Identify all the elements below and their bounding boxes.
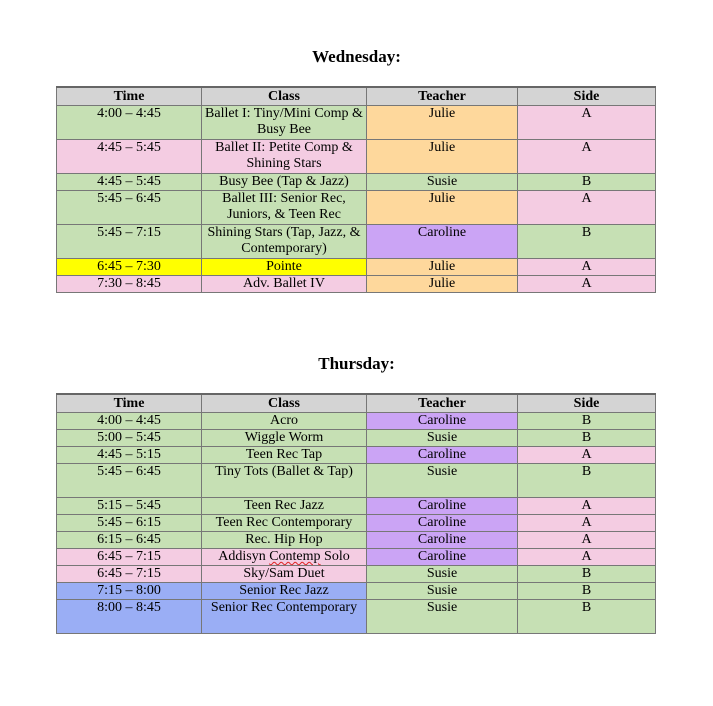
header-row <box>57 394 656 413</box>
teacher-cell: Caroline <box>367 498 518 515</box>
class-cell: Teen Rec Tap <box>202 447 367 464</box>
class-cell: Wiggle Worm <box>202 430 367 447</box>
time-cell: 7:30 – 8:45 <box>57 276 202 293</box>
table-row <box>57 498 656 515</box>
class-cell: Senior Rec Jazz <box>202 583 367 600</box>
teacher-cell: Susie <box>367 583 518 600</box>
class-cell: Adv. Ballet IV <box>202 276 367 293</box>
side-cell: B <box>518 583 656 600</box>
teacher-cell: Julie <box>367 106 518 140</box>
side-cell: A <box>518 447 656 464</box>
class-cell: Pointe <box>202 259 367 276</box>
time-cell: 5:00 – 5:45 <box>57 430 202 447</box>
table-row <box>57 583 656 600</box>
teacher-cell: Caroline <box>367 447 518 464</box>
side-cell: A <box>518 549 656 566</box>
time-cell: 4:45 – 5:45 <box>57 174 202 191</box>
table-row <box>57 532 656 549</box>
time-cell: 5:45 – 7:15 <box>57 225 202 259</box>
class-cell: Acro <box>202 413 367 430</box>
header-row <box>57 87 656 106</box>
class-name-prefix: Addisyn <box>218 549 270 564</box>
time-cell: 6:15 – 6:45 <box>57 532 202 549</box>
teacher-cell: Julie <box>367 259 518 276</box>
class-cell: Busy Bee (Tap & Jazz) <box>202 174 367 191</box>
teacher-cell: Caroline <box>367 532 518 549</box>
side-cell: B <box>518 174 656 191</box>
wednesday-schedule-table <box>56 86 656 293</box>
table-row <box>57 259 656 276</box>
side-cell: B <box>518 413 656 430</box>
side-cell: B <box>518 430 656 447</box>
class-cell: Ballet II: Petite Comp & Shining Stars <box>202 140 367 174</box>
table-row <box>57 174 656 191</box>
teacher-cell: Julie <box>367 140 518 174</box>
side-cell: A <box>518 276 656 293</box>
class-cell: Ballet III: Senior Rec, Juniors, & Teen Rec <box>202 191 367 225</box>
header-class: Class <box>202 394 367 413</box>
header-side: Side <box>518 87 656 106</box>
side-cell: A <box>518 532 656 549</box>
time-cell: 5:15 – 5:45 <box>57 498 202 515</box>
teacher-cell: Caroline <box>367 413 518 430</box>
time-cell: 6:45 – 7:30 <box>57 259 202 276</box>
side-cell: B <box>518 566 656 583</box>
class-cell: Teen Rec Contemporary <box>202 515 367 532</box>
side-cell: A <box>518 191 656 225</box>
class-cell: Ballet I: Tiny/Mini Comp & Busy Bee <box>202 106 367 140</box>
time-cell: 6:45 – 7:15 <box>57 549 202 566</box>
side-cell: A <box>518 498 656 515</box>
header-class: Class <box>202 87 367 106</box>
side-cell: A <box>518 259 656 276</box>
table-row <box>57 106 656 140</box>
side-cell: A <box>518 140 656 174</box>
teacher-cell: Julie <box>367 191 518 225</box>
class-cell: Shining Stars (Tap, Jazz, & Contemporary) <box>202 225 367 259</box>
side-cell: B <box>518 225 656 259</box>
side-cell: A <box>518 106 656 140</box>
teacher-cell: Julie <box>367 276 518 293</box>
time-cell: 8:00 – 8:45 <box>57 600 202 634</box>
time-cell: 4:00 – 4:45 <box>57 413 202 430</box>
teacher-cell: Susie <box>367 600 518 634</box>
table-row <box>57 549 656 566</box>
table-row <box>57 140 656 174</box>
table-row <box>57 464 656 498</box>
time-cell: 4:45 – 5:45 <box>57 140 202 174</box>
teacher-cell: Susie <box>367 174 518 191</box>
time-cell: 5:45 – 6:45 <box>57 191 202 225</box>
table-row <box>57 413 656 430</box>
time-cell: 4:45 – 5:15 <box>57 447 202 464</box>
class-name-suffix: Solo <box>320 549 350 564</box>
header-time: Time <box>57 394 202 413</box>
time-cell: 5:45 – 6:15 <box>57 515 202 532</box>
wednesday-title: Wednesday: <box>312 47 401 66</box>
header-time: Time <box>57 87 202 106</box>
side-cell: A <box>518 515 656 532</box>
class-cell: Tiny Tots (Ballet & Tap) <box>202 464 367 498</box>
teacher-cell: Susie <box>367 464 518 498</box>
thursday-title: Thursday: <box>318 354 395 373</box>
class-cell: Senior Rec Contemporary <box>202 600 367 634</box>
class-cell <box>202 549 367 566</box>
side-cell: B <box>518 600 656 634</box>
class-cell: Teen Rec Jazz <box>202 498 367 515</box>
table-row <box>57 566 656 583</box>
class-cell: Rec. Hip Hop <box>202 532 367 549</box>
table-row <box>57 430 656 447</box>
class-cell: Sky/Sam Duet <box>202 566 367 583</box>
teacher-cell: Susie <box>367 430 518 447</box>
time-cell: 4:00 – 4:45 <box>57 106 202 140</box>
teacher-cell: Caroline <box>367 515 518 532</box>
side-cell: B <box>518 464 656 498</box>
teacher-cell: Caroline <box>367 225 518 259</box>
header-side: Side <box>518 394 656 413</box>
spellcheck-flagged-word: Contemp <box>269 549 321 564</box>
table-row <box>57 276 656 293</box>
teacher-cell: Caroline <box>367 549 518 566</box>
time-cell: 5:45 – 6:45 <box>57 464 202 498</box>
table-row <box>57 191 656 225</box>
time-cell: 7:15 – 8:00 <box>57 583 202 600</box>
table-row <box>57 225 656 259</box>
header-teacher: Teacher <box>367 87 518 106</box>
thursday-schedule-table <box>56 393 656 634</box>
table-row <box>57 447 656 464</box>
teacher-cell: Susie <box>367 566 518 583</box>
table-row <box>57 600 656 634</box>
header-teacher: Teacher <box>367 394 518 413</box>
time-cell: 6:45 – 7:15 <box>57 566 202 583</box>
table-row <box>57 515 656 532</box>
